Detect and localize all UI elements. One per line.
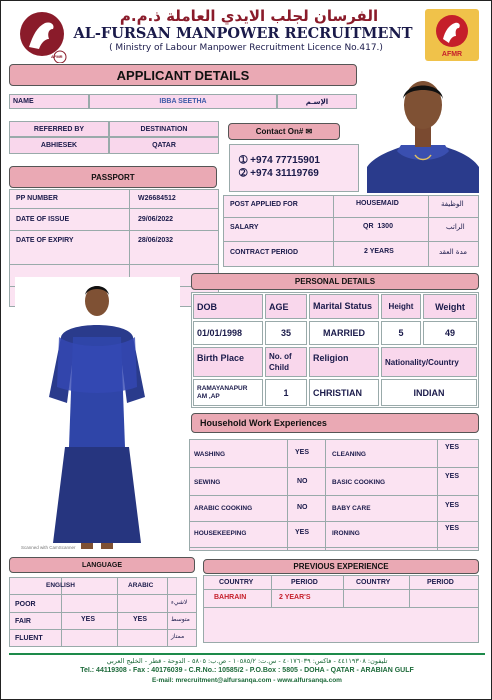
footer-arabic: تليفون: ٤٤١١٩٣٠٨ - فاكس: ٤٠١٧٦٠٣٩ - س.ت: ١٠٥٨٥/٢ - ص.ب: ٥٨٠٥ - الدوحة - قطر - الخليج العربي: [106, 657, 388, 665]
applicant-full-photo: [15, 277, 180, 555]
marital-label: Marital Status: [309, 294, 379, 319]
logo-text-right: AFMR: [441, 51, 463, 58]
phone-2-text: +974 31119769: [250, 168, 319, 179]
baby-care-label: BABY CARE: [332, 505, 371, 512]
contact-label: Contact On# ✉: [228, 123, 340, 140]
expiry-date-value: 28/06/2032: [138, 237, 174, 244]
height-label: Height: [381, 294, 421, 319]
prev-country-value: BAHRAIN: [214, 594, 247, 601]
children-value: 1: [265, 379, 307, 406]
salary-value: QR 1300: [363, 223, 393, 230]
expiry-date-label: DATE OF EXPIRY: [16, 237, 74, 244]
sewing-label: SEWING: [194, 479, 221, 486]
phone-1-text: +974 77715901: [250, 155, 320, 166]
salary-label-ar: الراتب: [446, 223, 465, 231]
birthplace-value: RAMAYANAPUR AM ,AP: [193, 379, 263, 406]
poor-label: POOR: [15, 601, 36, 608]
destination-value: QATAR: [109, 137, 219, 154]
fair-label: FAIR: [15, 618, 31, 625]
prev-country-label-2: COUNTRY: [356, 579, 391, 586]
company-name: AL-FURSAN MANPOWER RECRUITMENT: [73, 25, 413, 42]
religion-label: Religion: [309, 347, 379, 377]
nationality-label: Nationality/Country: [381, 347, 477, 377]
weight-label: Weight: [423, 294, 477, 319]
basic-cooking-value: YES: [445, 473, 460, 480]
poor-label-ar: لاشيء: [171, 599, 188, 606]
applicant-headshot: [367, 71, 479, 193]
company-logo-left: [15, 9, 69, 63]
ironing-label: IRONING: [332, 530, 360, 537]
fair-arabic-value: YES: [133, 616, 148, 623]
nationality-value: INDIAN: [381, 379, 477, 406]
dob-label: DOB: [193, 294, 263, 319]
children-label: No. of Child: [265, 347, 307, 377]
age-value: 35: [265, 321, 307, 345]
footer-divider: [9, 653, 485, 655]
phone-1: [239, 155, 320, 166]
post-value: HOUSEMAID: [356, 200, 399, 207]
cleaning-value: YES: [445, 444, 460, 451]
cleaning-label: CLEANING: [332, 451, 366, 458]
fair-english-value: YES: [81, 616, 96, 623]
arabic-company-title: الفرسان لجلب الايدي العاملة ذ.م.م: [119, 7, 379, 25]
fluent-label: FLUENT: [15, 635, 43, 642]
fluent-label-ar: ممتاز: [171, 633, 185, 640]
birthplace-label: Birth Place: [193, 347, 263, 377]
pp-number-label: PP NUMBER: [16, 195, 58, 202]
housekeeping-label: HOUSEKEEPING: [194, 530, 247, 537]
issue-date-label: DATE OF ISSUE: [16, 216, 70, 223]
baby-care-value: YES: [445, 502, 460, 509]
ironing-value: YES: [445, 525, 460, 532]
phone-2: [239, 168, 319, 179]
height-value: 5: [381, 321, 421, 345]
applicant-details-title: APPLICANT DETAILS: [9, 64, 357, 86]
issue-date-value: 29/06/2022: [138, 216, 174, 223]
full-body-image: [15, 277, 180, 555]
company-logo-right: [425, 9, 479, 61]
previous-experience-title: PREVIOUS EXPERIENCE: [203, 559, 479, 574]
post-label: POST APPLIED FOR: [230, 201, 298, 208]
phone-icon: ➁: [239, 168, 248, 179]
prev-period-value: 2 YEAR'S: [279, 594, 311, 601]
contract-label: CONTRACT PERIOD: [230, 249, 299, 256]
passport-title: PASSPORT: [9, 166, 217, 188]
sewing-value: NO: [297, 478, 308, 485]
washing-label: WASHING: [194, 451, 226, 458]
age-label: AGE: [265, 294, 307, 319]
contract-value: 2 YEARS: [364, 248, 394, 255]
marital-value: MARRIED: [309, 321, 379, 345]
work-experience-title: Household Work Experiences: [191, 413, 479, 433]
prev-period-label-1: PERIOD: [291, 579, 318, 586]
salary-label: SALARY: [230, 224, 259, 231]
arabic-label: ARABIC: [128, 582, 154, 589]
fair-label-ar: متوسط: [171, 616, 190, 623]
religion-value: CHRISTIAN: [309, 379, 379, 406]
language-title: LANGUAGE: [9, 557, 195, 573]
name-label-ar: الإسـم: [277, 94, 357, 109]
referred-by-value: ABHIESEK: [9, 137, 109, 154]
housekeeping-value: YES: [295, 529, 310, 536]
footer-english: Tel.: 44119308 - Fax : 40176039 - C.R.No.: 10585/2 - P.O.Box : 5805 - DOHA - QATAR - ARABIAN GULF: [80, 667, 414, 674]
arabic-cooking-value: NO: [297, 504, 308, 511]
prev-country-label-1: COUNTRY: [219, 579, 254, 586]
headshot-image: [367, 71, 479, 193]
name-label: NAME: [9, 94, 89, 109]
english-label: ENGLISH: [46, 582, 75, 589]
post-label-ar: الوظيفة: [441, 200, 464, 208]
pp-number-value: W26684512: [138, 195, 176, 202]
phone-icon: ➀: [239, 155, 248, 166]
licence-text: ( Ministry of Labour Manpower Recruitment Licence No.417.): [109, 43, 383, 53]
arabic-cooking-label: ARABIC COOKING: [194, 505, 253, 512]
weight-value: 49: [423, 321, 477, 345]
basic-cooking-label: BASIC COOKING: [332, 479, 386, 486]
footer-email: E-mail: mrecruitment@alfursanqa.com - www.alfursanqa.com: [152, 677, 342, 684]
contract-label-ar: مدة العقد: [439, 248, 467, 256]
referred-by-label: REFERRED BY: [9, 121, 109, 137]
prev-period-label-2: PERIOD: [427, 579, 454, 586]
dob-value: 01/01/1998: [193, 321, 263, 345]
washing-value: YES: [295, 449, 310, 456]
destination-label: DESTINATION: [109, 121, 219, 137]
personal-details-title: PERSONAL DETAILS: [191, 273, 479, 290]
logo-text-left: AFMR: [51, 54, 63, 59]
name-value: IBBA SEETHA: [89, 94, 277, 109]
scanner-caption: Scanned with CamScanner: [21, 545, 76, 550]
